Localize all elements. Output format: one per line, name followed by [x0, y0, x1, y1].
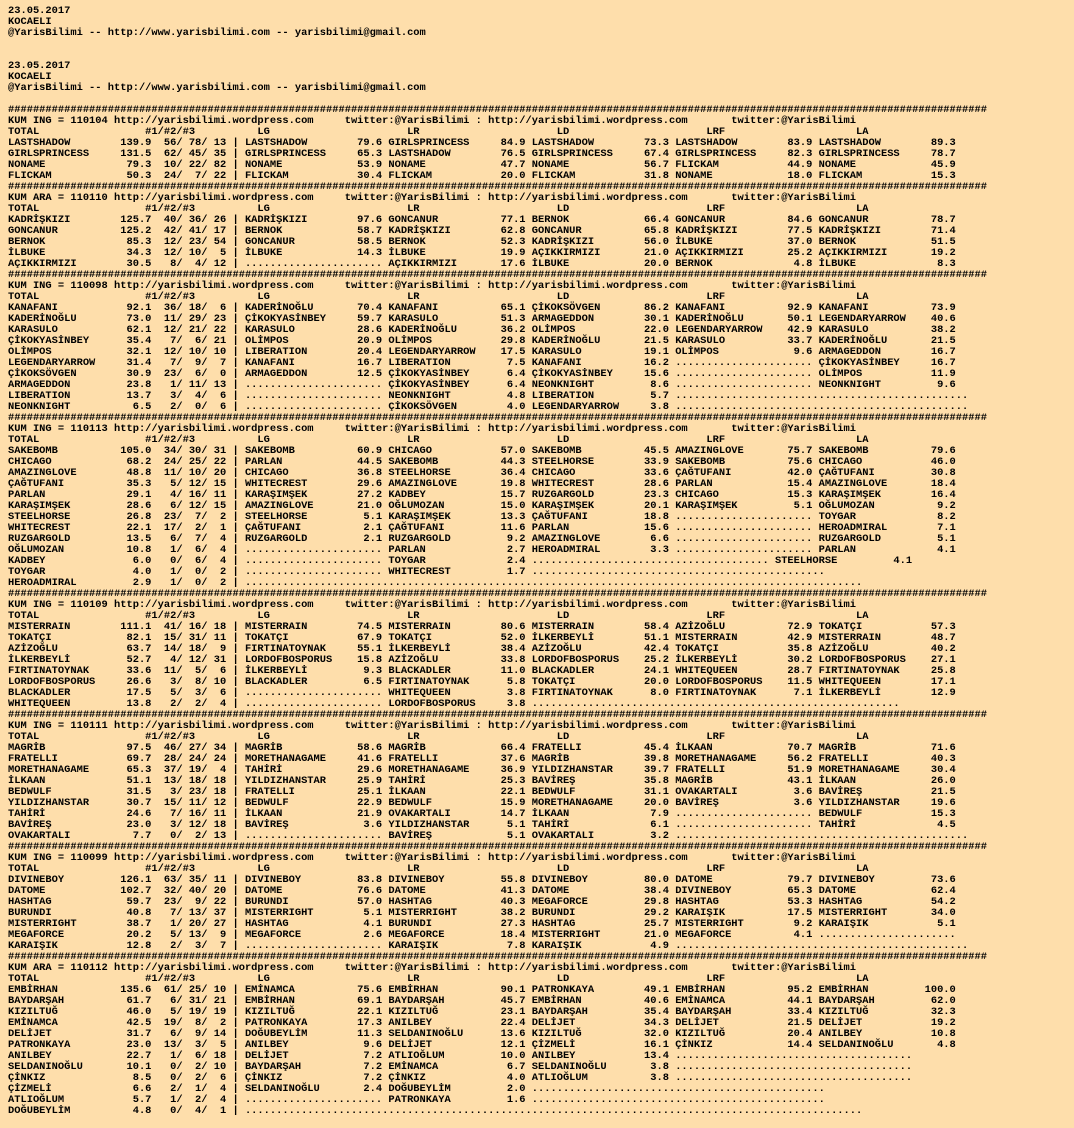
document-page — [8, 6, 1072, 1124]
header-block-1: 23.05.2017 KOCAELI @YarisBilimi -- http://www.yarisbilimi.com -- yarisbilimi@gmail.com — [8, 6, 426, 39]
spacer — [8, 39, 1072, 50]
header-block-2: 23.05.2017 KOCAELI @YarisBilimi -- http://www.yarisbilimi.com -- yarisbilimi@gmail.com — [8, 60, 426, 94]
race-results-block: ############################################################################################################################################################# KUM ING = 110104 http://yarisbilimi.wordpress.com twitter:@YarisBilimi : http://yarisbilimi.wordpress.com twitter:@YarisBilimi TOTAL #1/#2/#3 LG LR LD LRF LA LASTSHADOW 139.9 56/ 78/ 13 | LASTSHADOW 79.6 GIRLSPRINCESS 84.9 LASTSHADOW 73.3 LASTSHADOW 83.9 LASTSHADOW 89.3 GIRLSPRINCESS 131.5 62/ 45/ 35 | GIRLSPRINCESS 65.3 LASTSHADOW 76.5 GIRLSPRINCESS 67.4 GIRLSPRINCESS 82.3 GIRLSPRINCESS 78.7 NONAME 79.3 10/ 22/ 82 | NONAME 53.9 NONAME 47.7 NONAME 56.7 FLICKAM 44.9 NONAME 45.9 FLICKAM 50.3 24/ 7/ 22 | FLICKAM 30.4 FLICKAM 20.0 FLICKAM 31.8 NONAME 18.0 FLICKAM 15.3 ############################################################################################################################################################# KUM ARA = 110110 http://yarisbilimi.wordpress.com twitter:@YarisBilimi : http://yarisbilimi.wordpress.com twitter:@YarisBilimi TOTAL #1/#2/#3 LG LR LD LRF LA KADRİŞKIZI 125.7 40/ 36/ 26 | KADRİŞKIZI 97.6 GONCANUR 77.1 BERNOK 66.4 GONCANUR 84.6 GONCANUR 78.7 GONCANUR 125.2 42/ 41/ 17 | BERNOK 58.7 KADRİŞKIZI 62.8 GONCANUR 65.8 KADRİŞKIZI 77.5 KADRİŞKIZI 71.4 BERNOK 85.3 12/ 23/ 54 | GONCANUR 58.5 BERNOK 52.3 KADRİŞKIZI 56.0 İLBUKE 37.0 BERNOK 51.5 İLBUKE 34.3 12/ 10/ 5 | İLBUKE 14.3 İLBUKE 19.9 AÇIKKIRMIZI 21.0 AÇIKKIRMIZI 25.2 AÇIKKIRMIZI 19.2 AÇIKKIRMIZI 30.5 8/ 4/ 12 | ...................... AÇIKKIRMIZI 17.6 İLBUKE 20.0 BERNOK 4.8 İLBUKE 8.3 ############################################################################################################################################################# KUM ING = 110098 http://yarisbilimi.wordpress.com twitter:@YarisBilimi : http://yarisbilimi.wordpress.com twitter:@YarisBilimi TOTAL #1/#2/#3 LG LR LD LRF LA KANAFANI 92.1 36/ 18/ 6 | KADERİNOĞLU 70.4 KANAFANI 65.1 ÇİKOKSÖVGEN 86.2 KANAFANI 92.9 KANAFANI 73.9 KADERİNOĞLU 73.0 11/ 29/ 23 | ÇİKOKYASİNBEY 59.7 KARASULO 51.3 ARMAGEDDON 30.1 KADERİNOĞLU 50.1 LEGENDARYARROW 40.6 KARASULO 62.1 12/ 21/ 22 | KARASULO 28.6 KADERİNOĞLU 36.2 OLİMPOS 22.0 LEGENDARYARROW 42.9 KARASULO 38.2 ÇİKOKYASİNBEY 35.4 7/ 6/ 21 | OLİMPOS 20.9 OLİMPOS 29.8 KADERİNOĞLU 21.5 KARASULO 33.7 KADERİNOĞLU 21.5 OLİMPOS 32.1 12/ 10/ 10 | LIBERATION 20.4 LEGENDARYARROW 17.5 KARASULO 19.1 OLİMPOS 9.6 ARMAGEDDON 16.7 LEGENDARYARROW 31.4 7/ 9/ 7 | KANAFANI 16.7 LIBERATION 7.5 KANAFANI 16.2 ...................... ÇİKOKYASİNBEY 16.7 ÇİKOKSÖVGEN 30.9 23/ 6/ 0 | ARMAGEDDON 12.5 ÇİKOKYASİNBEY 6.4 ÇİKOKYASİNBEY 15.6 ...................... OLİMPOS 11.9 ARMAGEDDON 23.8 1/ 11/ 13 | ...................... ÇİKOKYASİNBEY 6.4 NEONKNIGHT 8.6 ...................... NEONKNIGHT 9.6 LIBERATION 13.7 3/ 4/ 6 | ...................... NEONKNIGHT 4.8 LIBERATION 5.7 ............................................... NEONKNIGHT 6.5 2/ 0/ 6 | ...................... ÇİKOKSÖVGEN 4.0 LEGENDARYARROW 3.8 ............................................... ############################################################################################################################################################# KUM ING = 110113 http://yarisbilimi.wordpress.com twitter:@YarisBilimi : http://yarisbilimi.wordpress.com twitter:@YarisBilimi TOTAL #1/#2/#3 LG LR LD LRF LA SAKEBOMB 105.0 34/ 30/ 31 | SAKEBOMB 60.9 CHICAGO 57.0 SAKEBOMB 45.5 AMAZINGLOVE 75.7 SAKEBOMB 79.6 CHICAGO 68.2 24/ 25/ 22 | PARLAN 44.5 SAKEBOMB 44.3 STEELHORSE 33.9 SAKEBOMB 75.6 CHICAGO 46.0 AMAZINGLOVE 48.8 11/ 10/ 20 | CHICAGO 36.8 STEELHORSE 36.4 CHICAGO 33.6 ÇAĞTUFANI 42.0 ÇAĞTUFANI 30.8 ÇAĞTUFANI 35.3 5/ 12/ 15 | WHITECREST 29.6 AMAZINGLOVE 19.8 WHITECREST 28.6 PARLAN 15.4 AMAZINGLOVE 18.4 PARLAN 29.1 4/ 16/ 11 | KARAŞIMŞEK 27.2 KADBEY 15.7 RUZGARGOLD 23.3 CHICAGO 15.3 KARAŞIMŞEK 16.4 KARAŞIMŞEK 28.6 6/ 12/ 15 | AMAZINGLOVE 21.0 OĞLUMOZAN 15.0 KARAŞIMŞEK 20.1 KARAŞIMŞEK 5.1 OĞLUMOZAN 9.2 STEELHORSE 26.8 23/ 7/ 2 | STEELHORSE 5.1 KARAŞIMŞEK 13.3 ÇAĞTUFANI 18.8 ...................... TOYGAR 8.2 WHITECREST 22.1 17/ 2/ 1 | ÇAĞTUFANI 2.1 ÇAĞTUFANI 11.6 PARLAN 15.6 ...................... HEROADMIRAL 7.1 RUZGARGOLD 13.5 6/ 7/ 4 | RUZGARGOLD 2.1 RUZGARGOLD 9.2 AMAZINGLOVE 6.6 ...................... RUZGARGOLD 5.1 OĞLUMOZAN 10.8 1/ 6/ 4 | ...................... PARLAN 2.7 HEROADMIRAL 3.3 ...................... PARLAN 4.1 KADBEY 6.0 0/ 6/ 4 | ...................... TOYGAR 2.4 ...................................... STEELHORSE 4.1 TOYGAR 4.0 1/ 0/ 2 | ...................... WHITECREST 1.7 ............................................... HEROADMIRAL 2.9 1/ 0/ 2 | ................................................................................................... ############################################################################################################################################################# KUM ING = 110109 http://yarisbilimi.wordpress.com twitter:@YarisBilimi : http://yarisbilimi.wordpress.com twitter:@YarisBilimi TOTAL #1/#2/#3 LG LR LD LRF LA MISTERRAIN 111.1 41/ 16/ 18 | MISTERRAIN 74.5 MISTERRAIN 80.6 MISTERRAIN 58.4 AZİZOĞLU 72.9 TOKATÇI 57.3 TOKATÇI 82.1 15/ 31/ 11 | TOKATÇI 67.9 TOKATÇI 52.0 İLKERBEYLİ 51.1 MISTERRAIN 42.9 MISTERRAIN 48.7 AZİZOĞLU 63.7 14/ 18/ 9 | FIRTINATOYNAK 55.1 İLKERBEYLİ 38.4 AZİZOĞLU 42.4 TOKATÇI 35.8 AZİZOĞLU 40.2 İLKERBEYLİ 52.7 4/ 12/ 31 | LORDOFBOSPORUS 15.8 AZİZOĞLU 33.8 LORDOFBOSPORUS 25.2 İLKERBEYLİ 30.2 LORDOFBOSPORUS 27.1 FIRTINATOYNAK 33.6 11/ 5/ 6 | İLKERBEYLİ 9.3 BLACKADLER 11.0 BLACKADLER 24.1 WHITEQUEEN 28.7 FIRTINATOYNAK 25.8 LORDOFBOSPORUS 26.6 3/ 8/ 10 | BLACKADLER 6.5 FIRTINATOYNAK 5.8 TOKATÇI 20.0 LORDOFBOSPORUS 11.5 WHITEQUEEN 17.1 BLACKADLER 17.5 5/ 3/ 6 | ...................... WHITEQUEEN 3.8 FIRTINATOYNAK 8.0 FIRTINATOYNAK 7.1 İLKERBEYLİ 12.9 WHITEQUEEN 13.8 2/ 2/ 4 | ...................... LORDOFBOSPORUS 3.8 ........................................................... ############################################################################################################################################################# KUM ING = 110111 http://yarisbilimi.wordpress.com twitter:@YarisBilimi : http://yarisbilimi.wordpress.com twitter:@YarisBilimi TOTAL #1/#2/#3 LG LR LD LRF LA MAGRİB 97.5 46/ 27/ 34 | MAGRİB 58.6 MAGRİB 66.4 FRATELLI 45.4 İLKAAN 70.7 MAGRİB 71.6 FRATELLI 69.7 28/ 24/ 24 | MORETHANAGAME 41.6 FRATELLI 37.6 MAGRİB 39.8 MORETHANAGAME 56.2 FRATELLI 40.3 MORETHANAGAME 65.3 37/ 19/ 4 | TAHİRİ 29.6 MORETHANAGAME 36.9 YILDIZHANSTAR 39.7 FRATELLI 51.9 MORETHANAGAME 30.4 İLKAAN 51.1 13/ 18/ 18 | YILDIZHANSTAR 25.9 TAHİRİ 25.3 BAVİREŞ 35.8 MAGRİB 43.1 İLKAAN 26.0 BEDWULF 31.5 3/ 23/ 18 | FRATELLI 25.1 İLKAAN 22.1 BEDWULF 31.1 OVAKARTALI 3.6 BAVİREŞ 21.5 YILDIZHANSTAR 30.7 15/ 11/ 12 | BEDWULF 22.9 BEDWULF 15.9 MORETHANAGAME 20.0 BAVİREŞ 3.6 YILDIZHANSTAR 19.6 TAHİRİ 24.6 7/ 16/ 11 | İLKAAN 21.9 OVAKARTALI 14.7 İLKAAN 7.9 ...................... BEDWULF 15.3 BAVİREŞ 23.0 3/ 12/ 18 | BAVİREŞ 3.6 YILDIZHANSTAR 5.1 TAHİRİ 6.1 ...................... TAHİRİ 4.5 OVAKARTALI 7.7 0/ 2/ 13 | ...................... BAVİREŞ 5.1 OVAKARTALI 3.2 ............................................... ############################################################################################################################################################# KUM ING = 110099 http://yarisbilimi.wordpress.com twitter:@YarisBilimi : http://yarisbilimi.wordpress.com twitter:@YarisBilimi TOTAL #1/#2/#3 LG LR LD LRF LA DIVINEBOY 126.1 63/ 35/ 11 | DIVINEBOY 83.8 DIVINEBOY 55.8 DIVINEBOY 80.0 DATOME 79.7 DIVINEBOY 73.6 DATOME 102.7 32/ 40/ 20 | DATOME 76.6 DATOME 41.3 DATOME 38.4 DIVINEBOY 65.3 DATOME 62.4 HASHTAG 59.7 23/ 9/ 22 | BURUNDI 57.0 HASHTAG 40.3 MEGAFORCE 29.8 HASHTAG 53.3 HASHTAG 54.2 BURUNDI 40.8 7/ 13/ 37 | MISTERRIGHT 5.1 MISTERRIGHT 38.2 BURUNDI 29.2 KARAIŞIK 17.5 MISTERRIGHT 34.0 MISTERRIGHT 38.7 1/ 20/ 27 | HASHTAG 4.1 BURUNDI 27.3 HASHTAG 25.7 MISTERRIGHT 9.2 KARAIŞIK 5.1 MEGAFORCE 20.2 5/ 13/ 9 | MEGAFORCE 2.6 MEGAFORCE 18.4 MISTERRIGHT 21.0 MEGAFORCE 4.1 ...................... KARAIŞIK 12.8 2/ 3/ 7 | ...................... KARAIŞIK 7.8 KARAIŞIK 4.9 ............................................... ############################################################################################################################################################# KUM ARA = 110112 http://yarisbilimi.wordpress.com twitter:@YarisBilimi : http://yarisbilimi.wordpress.com twitter:@YarisBilimi TOTAL #1/#2/#3 LG LR LD LRF LA EMBİRHAN 135.6 61/ 25/ 10 | EMİNAMCA 75.6 EMBİRHAN 90.1 PATRONKAYA 49.1 EMBİRHAN 95.2 EMBİRHAN 100.0 BAYDARŞAH 61.7 6/ 31/ 21 | EMBİRHAN 69.1 BAYDARŞAH 45.7 EMBİRHAN 40.6 EMİNAMCA 44.1 BAYDARŞAH 62.0 KIZILTUĞ 46.0 5/ 19/ 19 | KIZILTUĞ 22.1 KIZILTUĞ 23.1 BAYDARŞAH 35.4 BAYDARŞAH 33.4 KIZILTUĞ 32.3 EMİNAMCA 42.5 19/ 8/ 2 | PATRONKAYA 17.3 ANILBEY 22.4 DELİJET 34.3 DELİJET 21.5 DELİJET 19.2 DELİJET 31.7 6/ 9/ 14 | DOĞUBEYLİM 11.3 SELDANINOĞLU 13.6 KIZILTUĞ 32.0 KIZILTUĞ 20.4 ANILBEY 10.8 PATRONKAYA 23.0 13/ 3/ 5 | ANILBEY 9.6 DELİJET 12.1 ÇİZMELİ 16.1 ÇİNKIZ 14.4 SELDANINOĞLU 4.8 ANILBEY 22.7 1/ 6/ 18 | DELİJET 7.2 ATLIOĞLUM 10.0 ANILBEY 13.4 ...................................... SELDANINOĞLU 10.1 0/ 2/ 10 | BAYDARŞAH 7.2 EMİNAMCA 6.7 SELDANINOĞLU 3.8 ...................................... ÇİNKIZ 8.5 0/ 2/ 6 | ÇİNKIZ 7.2 ÇİNKIZ 4.0 ATLIOĞLUM 3.8 ...................................... ÇİZMELİ 6.6 2/ 1/ 4 | SELDANINOĞLU 2.4 DOĞUBEYLİM 2.0 ............................................... ATLIOĞLUM 5.7 1/ 2/ 4 | ...................... PATRONKAYA 1.6 ............................................... DOĞUBEYLİM 4.8 0/ 4/ 1 | ................................................................................................... — [8, 104, 987, 1117]
spacer — [8, 50, 1072, 61]
